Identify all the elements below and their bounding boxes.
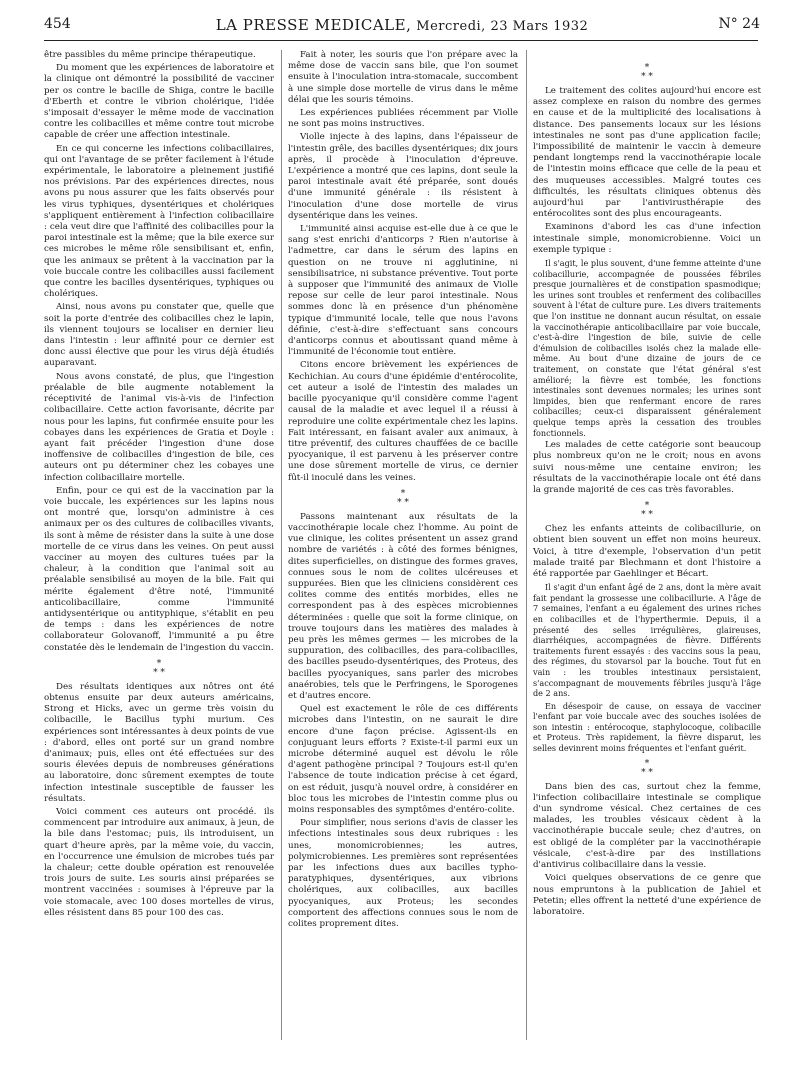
paragraph: Fait à noter, les souris que l'on prépare avec la même dose de vaccin sans bile, que l'on soumet ensuite à l'inoculation intra-stomacale, succombent à une simple dose mortelle de virus dans le même délai que les souris témoins. [288, 50, 518, 105]
section-separator [533, 760, 761, 778]
paragraph: Les malades de cette catégorie sont beaucoup plus nombreux qu'on ne le croit; nous en avons suivi nous-même une centaine environ; les résultats de la vaccinothérapie locale ont été dans la grande majorité de ces cas très favorables. [533, 440, 761, 495]
case-report: Il s'agit d'un enfant âgé de 2 ans, dont la mère avait fait pendant la grossesse une colibacillurie. A l'âge de 7 semaines, l'enfant a eu également des urines riches en colibacilles et de l'hyperthermie. Depuis, il a présenté des selles irrégulières, glaireuses, diarrhéiques, accompagnées de fièvre. Différents traitements furent essayés : des vaccins sous la peau, des régimes, du stovarsol par la bouche. Tout fut en vain : les troubles intestinaux persistaient, s'accompagnant de mouvements fébriles jusqu'à l'âge de 2 ans. [533, 582, 761, 699]
paragraph: Ainsi, nous avons pu constater que, quelle que soit la porte d'entrée des colibacilles chez le lapin, ils viennent toujours se localiser en dernier lieu dans l'intestin : leur affinité pour ce dernier est donc aussi élective que pour les virus déjà étudiés auparavant. [44, 302, 274, 369]
paragraph: Voici comment ces auteurs ont procédé. ils commencent par introduire aux animaux, à jeun, de la bile dans l'estomac; puis, ils introduisent, un quart d'heure après, par la même voie, du vaccin, en l'occurrence une émulsion de microbes tués par la chaleur; cette double opération est renouvelée trois jours de suite. Les souris ainsi préparées se montrent vaccinées : soumises à l'épreuve par la voie stomacale, avec 100 doses mortelles de virus, elles résistent dans 85 pour 100 des cas. [44, 807, 274, 918]
page-number: 454 [44, 16, 71, 32]
separator-star: * [644, 63, 650, 73]
separator-stars: * * [153, 667, 165, 678]
column-divider [526, 50, 527, 1040]
paragraph: Les expériences publiées récemment par Violle ne sont pas moins instructives. [288, 108, 518, 130]
separator-stars: * * [641, 510, 653, 521]
case-report: En désespoir de cause, on essaya de vacciner l'enfant par voie buccale avec des souches isolées de son intestin : entérocoque, staphylocoque, colibacille et Proteus. Très rapidement, la fièvre disparut, les selles devinrent moins fréquentes et l'enfant guérit. [533, 700, 761, 754]
separator-star: * [156, 658, 162, 669]
paragraph: Nous avons constaté, de plus, que l'ingestion préalable de bile augmente notablement la réceptivité de l'animal vis-à-vis de l'infection colibacillaire. Cette action favorisante, décrite par nous pour les lapins, fut confirmée ensuite pour les cobayes dans les expériences de Gratia et Doyle : ayant fait précéder l'ingestion d'une dose inoffensive de colibacilles d'ingestion de bile, ces auteurs ont pu déterminer chez les cobayes une infection colibacillaire mortelle. [44, 371, 274, 483]
column-divider [281, 50, 282, 1040]
section-separator [288, 490, 518, 508]
column-2 [288, 50, 518, 1070]
paragraph: être passibles du même principe thérapeutique. [44, 50, 256, 60]
issue-number: N° 24 [718, 16, 760, 32]
column-3 [533, 50, 761, 1070]
page-header [44, 14, 760, 38]
separator-star: * [644, 501, 650, 512]
paragraph: Passons maintenant aux résultats de la vaccinothérapie locale chez l'homme. Au point de vue clinique, les colites présentent un assez grand nombre de variétés : à côté des formes bénignes, dites superficielles, on distingue des formes graves, connues sous le nom de colites ulcéreuses et suppurées. Bien que les cliniciens considèrent ces colites comme des entités morbides, elles ne correspondent pas à des espèces microbiennes déterminées : quelle que soit la forme clinique, on trouve toujours dans les matières des malades à peu près les mêmes germes — les microbes de la suppuration, des colibacilles, des para-colibacilles, des bacilles pseudo-dysentériques, des Proteus, des bacilles pyocyaniques, sans parler des microbes anaérobies, tels que le Perfringens, le Sporogenes et d'autres encore. [288, 511, 518, 701]
paragraph: Chez les enfants atteints de colibacillurie, on obtient bien souvent un effet non moins heureux. Voici, à titre d'exemple, l'observation d'un petit malade traité par Blechmann et dont l'histoire a été rapportée par Gaehlinger et Bécart. [533, 524, 761, 579]
paragraph: Le traitement des colites aujourd'hui encore est assez complexe en raison du nombre des germes en cause et de la multiplicité des localisations à distance. Des pansements locaux sur les lésions intestinales ne sont pas d'une application facile; l'impossibilité de maintenir le vaccin à demeure pendant longtemps rend la vaccinothérapie locale de l'intestin moins efficace que celle de la peau et des muqueuses accessibles. Malgré toutes ces difficultés, les résultats cliniques obtenus dès aujourd'hui par l'antivirusthérapie des entérocolites sont des plus encourageants. [533, 86, 761, 220]
paragraph: Citons encore brièvement les expériences de Kechichian. Au cours d'une épidémie d'entérocolite, cet auteur a isolé de l'intestin des malades un bacille pyocyanique qu'il considère comme l'agent causal de la maladie et avec lequel il a réussi à reproduire une colite expérimentale chez les lapins. Fait intéressant, en faisant avaler aux animaux, à titre préventif, des cultures chauffées de ce bacille pyocyanique, il est parvenu à les préserver contre une dose sûrement mortelle de virus, ce dernier fût-il inoculé dans les veines. [288, 360, 518, 483]
paragraph: Quel est exactement le rôle de ces différents microbes dans l'intestin, on ne saurait le dire encore d'une façon précise. Agissent-ils en conjuguant leurs efforts ? Existe-t-il parmi eux un microbe déterminé auquel est dévolu le rôle d'agent pathogène principal ? Toujours est-il qu'en l'absence de toute indication précise à cet égard, on est réduit, jusqu'à nouvel ordre, à considérer en bloc tous les microbes de l'intestin comme plus ou moins responsables des symptômes d'entéro-colite. [288, 704, 518, 815]
paragraph: Violle injecte à des lapins, dans l'épaisseur de l'intestin grêle, des bacilles dysentériques; dix jours après, il procède à l'inoculation d'épreuve. L'expérience a montré que ces lapins, dont seule la paroi intestinale avait été préparée, sont doués d'une immunité générale : ils résistent à l'inoculation d'une dose mortelle de virus dysentérique dans les veines. [288, 132, 518, 221]
section-separator [533, 502, 761, 520]
journal-title [44, 16, 760, 34]
separator-stars: * * [641, 72, 653, 82]
case-report: Il s'agit, le plus souvent, d'une femme atteinte d'une colibacillurie, accompagnée de poussées fébriles presque journalières et de constipation spasmodique; les urines sont troubles et renferment des colibacilles souvent à l'état de culture pure. Les divers traitements que l'on institue ne donnant aucun résultat, on essaie la vaccinothérapie anticolibacillaire par voie buccale, c'est-à-dire l'ingestion de bile, suivie de celle d'émulsion de colibacilles isolés chez la malade elle-même. Au bout d'une dizaine de jours de ce traitement, on constate que l'état général s'est amélioré; la fièvre est tombée, les fonctions intestinales sont devenues normales; les urines sont limpides, bien que renfermant encore de rares colibacilles; ceux-ci disparaissent généralement quelque temps après la cessation des troubles fonctionnels. [533, 258, 761, 438]
paragraph: Voici quelques observations de ce genre que nous empruntons à la publication de Jahiel et Petetin; elles offrent la netteté d'une expérience de laboratoire. [533, 873, 761, 917]
paragraph: Dans bien des cas, surtout chez la femme, l'infection colibacillaire intestinale se complique d'un syndrome vésical. Chez certaines de ces malades, les troubles vésicaux cèdent à la vaccinothérapie buccale seule; chez d'autres, on est obligé de la compléter par la vaccinothérapie vésicale, c'est-à-dire par des instillations d'antivirus colibacillaire dans la vessie. [533, 781, 761, 871]
section-separator [533, 64, 761, 82]
issue-date: Mercredi, 23 Mars 1932 [416, 19, 589, 34]
column-1 [44, 50, 274, 1070]
journal-name: LA PRESSE MEDICALE, [215, 16, 412, 34]
paragraph: Examinons d'abord les cas d'une infection intestinale simple, monomicrobienne. Voici un exemple typique : [533, 222, 761, 255]
section-separator [44, 660, 274, 678]
paragraph: Enfin, pour ce qui est de la vaccination par la voie buccale, les expériences sur les lapins nous ont montré que, lorsqu'on administre à ces animaux per os des cultures de colibacilles vivants, ils sont à même de résister dans la suite à une dose mortelle de ce virus dans les veines. On peut aussi vacciner au moyen des cultures tuées par la chaleur, à la condition que l'animal soit au préalable sensibilisé au moyen de la bile. Fait qui mérite également d'être noté, l'immunité anticolibacillaire, comme l'immunité antidysentérique ou antityphique, s'établit en peu de temps : dans les expériences de notre collaborateur Golovanoff, l'immunité a pu être constatée dès le lendemain de l'ingestion du vaccin. [44, 485, 274, 653]
separator-stars: * * [397, 497, 409, 508]
paragraph: Des résultats identiques aux nôtres ont été obtenus ensuite par deux auteurs américains, Strong et Hicks, avec un germe très voisin du colibacille, le Bacillus typhi murium. Ces expériences sont intéressantes à deux points de vue : d'abord, elles ont porté sur un grand nombre d'animaux; puis, elles ont été effectuées sur des souris élevées depuis de nombreuses générations au laboratoire, donc sûrement exemptes de toute infection intestinale susceptible de fausser les résultats. [44, 681, 274, 804]
separator-star: * [400, 488, 406, 499]
header-rule [44, 40, 758, 41]
paragraph: Du moment que les expériences de laboratoire et la clinique ont démontré la possibilité de vacciner per os contre le bacille de Shiga, contre le bacille d'Eberth et contre le vibrion cholérique, l'idée s'imposait d'essayer le même mode de vaccination contre les colibacilles et même contre tout microbe capable de créer une affection intestinale. [44, 63, 274, 141]
paragraph: Pour simplifier, nous serions d'avis de classer les infections intestinales sous deux rubriques : les unes, monomicrobiennes; les autres, polymicrobiennes. Les premières sont représentées par les infections dues aux bacilles typho-paratyphiques, dysentériques, aux vibrions cholériques, aux colibacilles, aux bacilles pyocyaniques, aux Proteus; les secondes comportent des affections connues sous le nom de colites proprement dites. [288, 818, 518, 930]
separator-star: * [644, 758, 650, 769]
separator-stars: * * [641, 767, 653, 778]
paragraph: L'immunité ainsi acquise est-elle due à ce que le sang s'est enrichi d'anticorps ? Rien n'autorise à l'admettre, car dans le sérum des lapins en question on ne trouve ni agglutinine, ni sensibilisatrice, ni substance préventive. Tout porte à supposer que l'immunité des animaux de Violle repose sur celle de leur paroi intestinale. Nous sommes donc là en présence d'un phénomène typique d'immunité locale, telle que nous l'avons définie, c'est-à-dire s'effectuant sans concours d'anticorps connus et aboutissant quand même à l'immunité de l'économie tout entière. [288, 224, 518, 358]
paragraph: En ce qui concerne les infections colibacillaires, qui ont l'avantage de se prêter facilement à l'étude expérimentale, le laboratoire a pleinement justifié nos prévisions. Par des expériences directes, nous avons pu nous assurer que les faits observés pour les virus typhiques, dysentériques et cholériques s'appliquent entièrement à l'infection colibacillaire : cela veut dire que l'affinité des colibacilles pour la paroi intestinale est la même; que la bile exerce sur ces microbes le même rôle sensibilisant et, enfin, que les animaux se prêtent à la vaccination par la voie buccale contre les colibacilles aussi facilement que contre les bacilles dysentériques, typhiques ou cholériques. [44, 143, 274, 300]
